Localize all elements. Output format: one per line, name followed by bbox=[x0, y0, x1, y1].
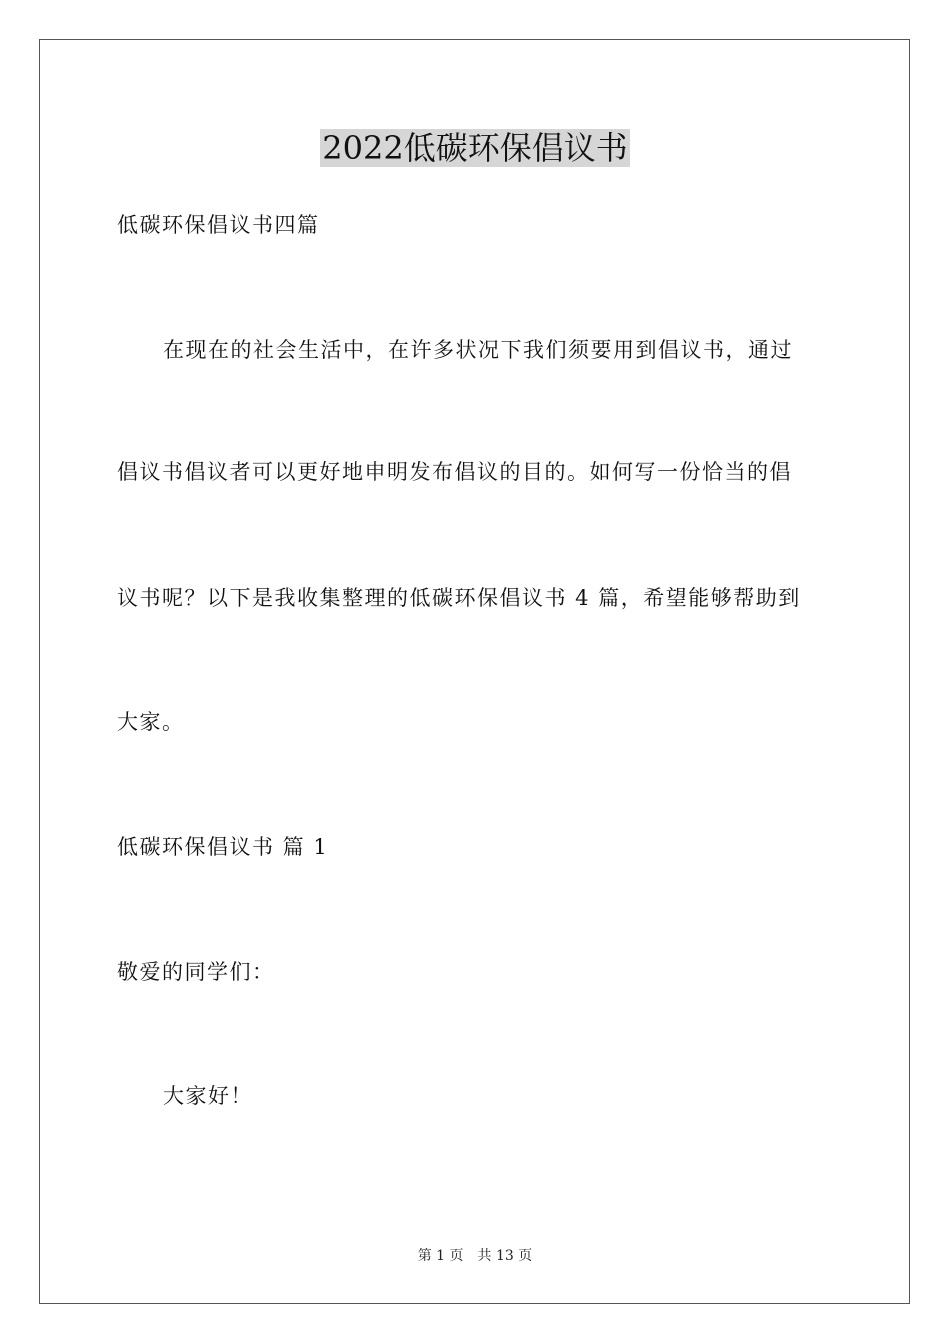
document-title bbox=[0, 126, 950, 170]
intro-line-2: 倡议书倡议者可以更好地申明发布倡议的目的。如何写一份恰当的倡 bbox=[117, 460, 792, 484]
salutation: 敬爱的同学们： bbox=[117, 960, 275, 984]
intro-line-1: 在现在的社会生活中，在许多状况下我们须要用到倡议书，通过 bbox=[163, 338, 793, 362]
document-subtitle: 低碳环保倡议书四篇 bbox=[117, 213, 320, 237]
greeting: 大家好！ bbox=[163, 1084, 253, 1108]
document-title-text: 2022低碳环保倡议书 bbox=[322, 129, 628, 167]
page-number-footer: 第 1 页 共 13 页 bbox=[417, 1248, 533, 1264]
intro-line-4: 大家。 bbox=[117, 710, 185, 734]
section-heading: 低碳环保倡议书 篇 1 bbox=[117, 835, 329, 859]
intro-line-3: 议书呢？以下是我收集整理的低碳环保倡议书 4 篇，希望能够帮助到 bbox=[117, 586, 801, 610]
